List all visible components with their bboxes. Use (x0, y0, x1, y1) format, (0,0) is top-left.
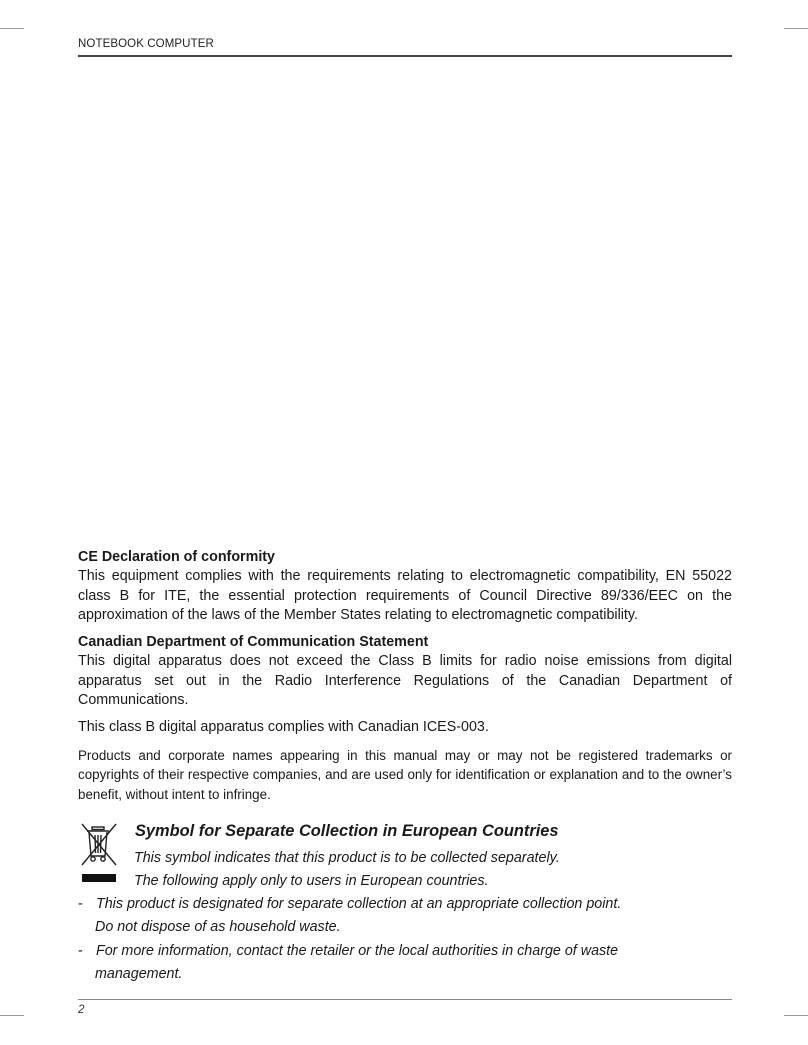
page-number: 2 (78, 1004, 85, 1016)
crossed-out-wheeled-bin-icon (78, 822, 120, 884)
crop-mark (784, 1015, 808, 1016)
crop-mark (0, 28, 24, 29)
footer-rule (78, 999, 732, 1000)
weee-line-2: The following apply only to users in European countries. (134, 873, 489, 889)
bullet-dash: - (78, 943, 83, 959)
running-header: NOTEBOOK COMPUTER (78, 38, 214, 50)
ices-statement: This class B digital apparatus complies with Canadian ICES-003. (78, 719, 489, 736)
weee-line-1: This symbol indicates that this product is to be collected separately. (134, 850, 560, 866)
bullet-continuation: Do not dispose of as household waste. (95, 919, 341, 935)
crop-mark (784, 28, 808, 29)
bullet-continuation: management. (95, 966, 183, 982)
canada-body: This digital apparatus does not exceed the Class B limits for radio noise emissions from digital apparatus set out in the Radio Interference Regulations of the Canadian Department of Communications. (78, 653, 732, 709)
weee-title: Symbol for Separate Collection in European Countries (135, 822, 559, 840)
trademark-notice: Products and corporate names appearing in this manual may or may not be registered trademarks or copyrights of their respective companies, and are used only for identification or explanation and to the owner’s benefit, without intent to infringe. (78, 747, 732, 803)
list-item (78, 943, 618, 959)
crop-mark (0, 1015, 24, 1016)
bullet-text: This product is designated for separate collection at an appropriate collection point. (96, 896, 622, 912)
bullet-dash: - (78, 896, 83, 912)
bullet-text: For more information, contact the retailer or the local authorities in charge of waste (96, 943, 619, 959)
canada-heading: Canadian Department of Communication Statement (78, 634, 429, 651)
ce-body: This equipment complies with the requirements relating to electromagnetic compatibility, EN 55022 class B for ITE, the essential protection requirements of Council Directive 89/336/EEC on the approximation of the laws of the Member States relating to electromagnetic compatibility. (78, 568, 732, 623)
list-item (78, 896, 621, 912)
header-rule (78, 55, 732, 57)
ce-heading: CE Declaration of conformity (78, 549, 276, 565)
regulatory-content (78, 548, 732, 805)
